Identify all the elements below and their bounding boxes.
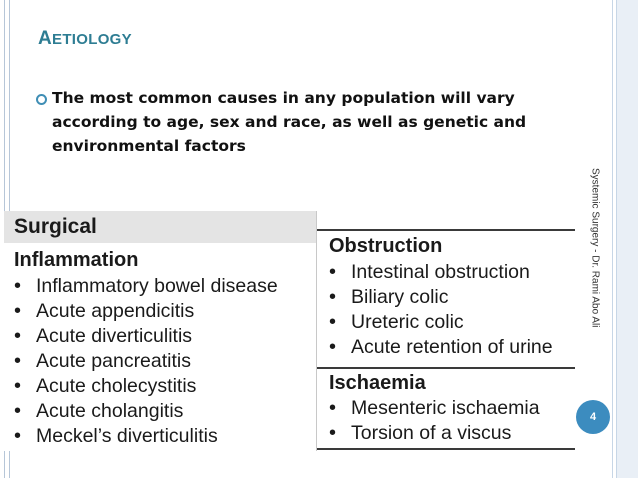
bullet-ring-icon [36, 94, 47, 105]
bullet-text: The most common causes in any population will vary according to age, sex and race, as well as genetic and environmental factors [52, 89, 527, 155]
list-item-text: Acute retention of urine [351, 336, 553, 358]
page-number: 4 [589, 411, 597, 423]
surgical-header [4, 211, 316, 243]
list-item: • Biliary colic [329, 286, 449, 308]
list-item: • Acute diverticulitis [14, 325, 193, 347]
title-initial: A [38, 28, 53, 49]
slide-title [38, 28, 132, 50]
table-rule [317, 367, 575, 369]
page-number-badge [576, 400, 610, 434]
ischaemia-heading: Ischaemia [329, 372, 426, 394]
list-item: • Acute appendicitis [14, 300, 195, 322]
list-item: • Meckel’s diverticulitis [14, 425, 218, 447]
list-item-text: Torsion of a viscus [351, 422, 512, 444]
list-item: • Acute pancreatitis [14, 350, 192, 372]
list-item-text: Intestinal obstruction [351, 261, 530, 283]
list-item-text: Acute appendicitis [36, 300, 195, 322]
list-item: • Ureteric colic [329, 311, 464, 333]
list-item-text: Inflammatory bowel disease [36, 275, 278, 297]
inflammation-heading: Inflammation [14, 249, 139, 271]
list-item-text: Acute pancreatitis [36, 350, 192, 372]
list-item: • Inflammatory bowel disease [14, 275, 278, 297]
list-item-text: Ureteric colic [351, 311, 464, 333]
list-item-text: Mesenteric ischaemia [351, 397, 540, 419]
list-item-text: Acute cholangitis [36, 400, 184, 422]
list-item-text: Meckel’s diverticulitis [36, 425, 218, 447]
surgical-table-right [316, 229, 575, 451]
table-rule [317, 448, 575, 450]
title-rest: ETIOLOGY [52, 31, 132, 48]
list-item-text: Acute diverticulitis [36, 325, 193, 347]
list-item: • Acute cholecystitis [14, 375, 197, 397]
list-item: • Mesenteric ischaemia [329, 397, 540, 419]
credit-text: Systemic Surgery - Dr. Rami Abo Ali [589, 168, 601, 328]
surgical-table-left [4, 211, 317, 451]
list-item: • Torsion of a viscus [329, 422, 512, 444]
credit-footer [580, 168, 610, 328]
table-rule [317, 229, 575, 231]
list-item: • Acute cholangitis [14, 400, 184, 422]
surgical-header-label: Surgical [14, 215, 97, 238]
list-item: • Intestinal obstruction [329, 261, 530, 283]
obstruction-heading: Obstruction [329, 235, 443, 257]
list-item: • Acute retention of urine [329, 336, 553, 358]
list-item-text: Biliary colic [351, 286, 449, 308]
list-item-text: Acute cholecystitis [36, 375, 197, 397]
right-border-band [610, 0, 638, 478]
